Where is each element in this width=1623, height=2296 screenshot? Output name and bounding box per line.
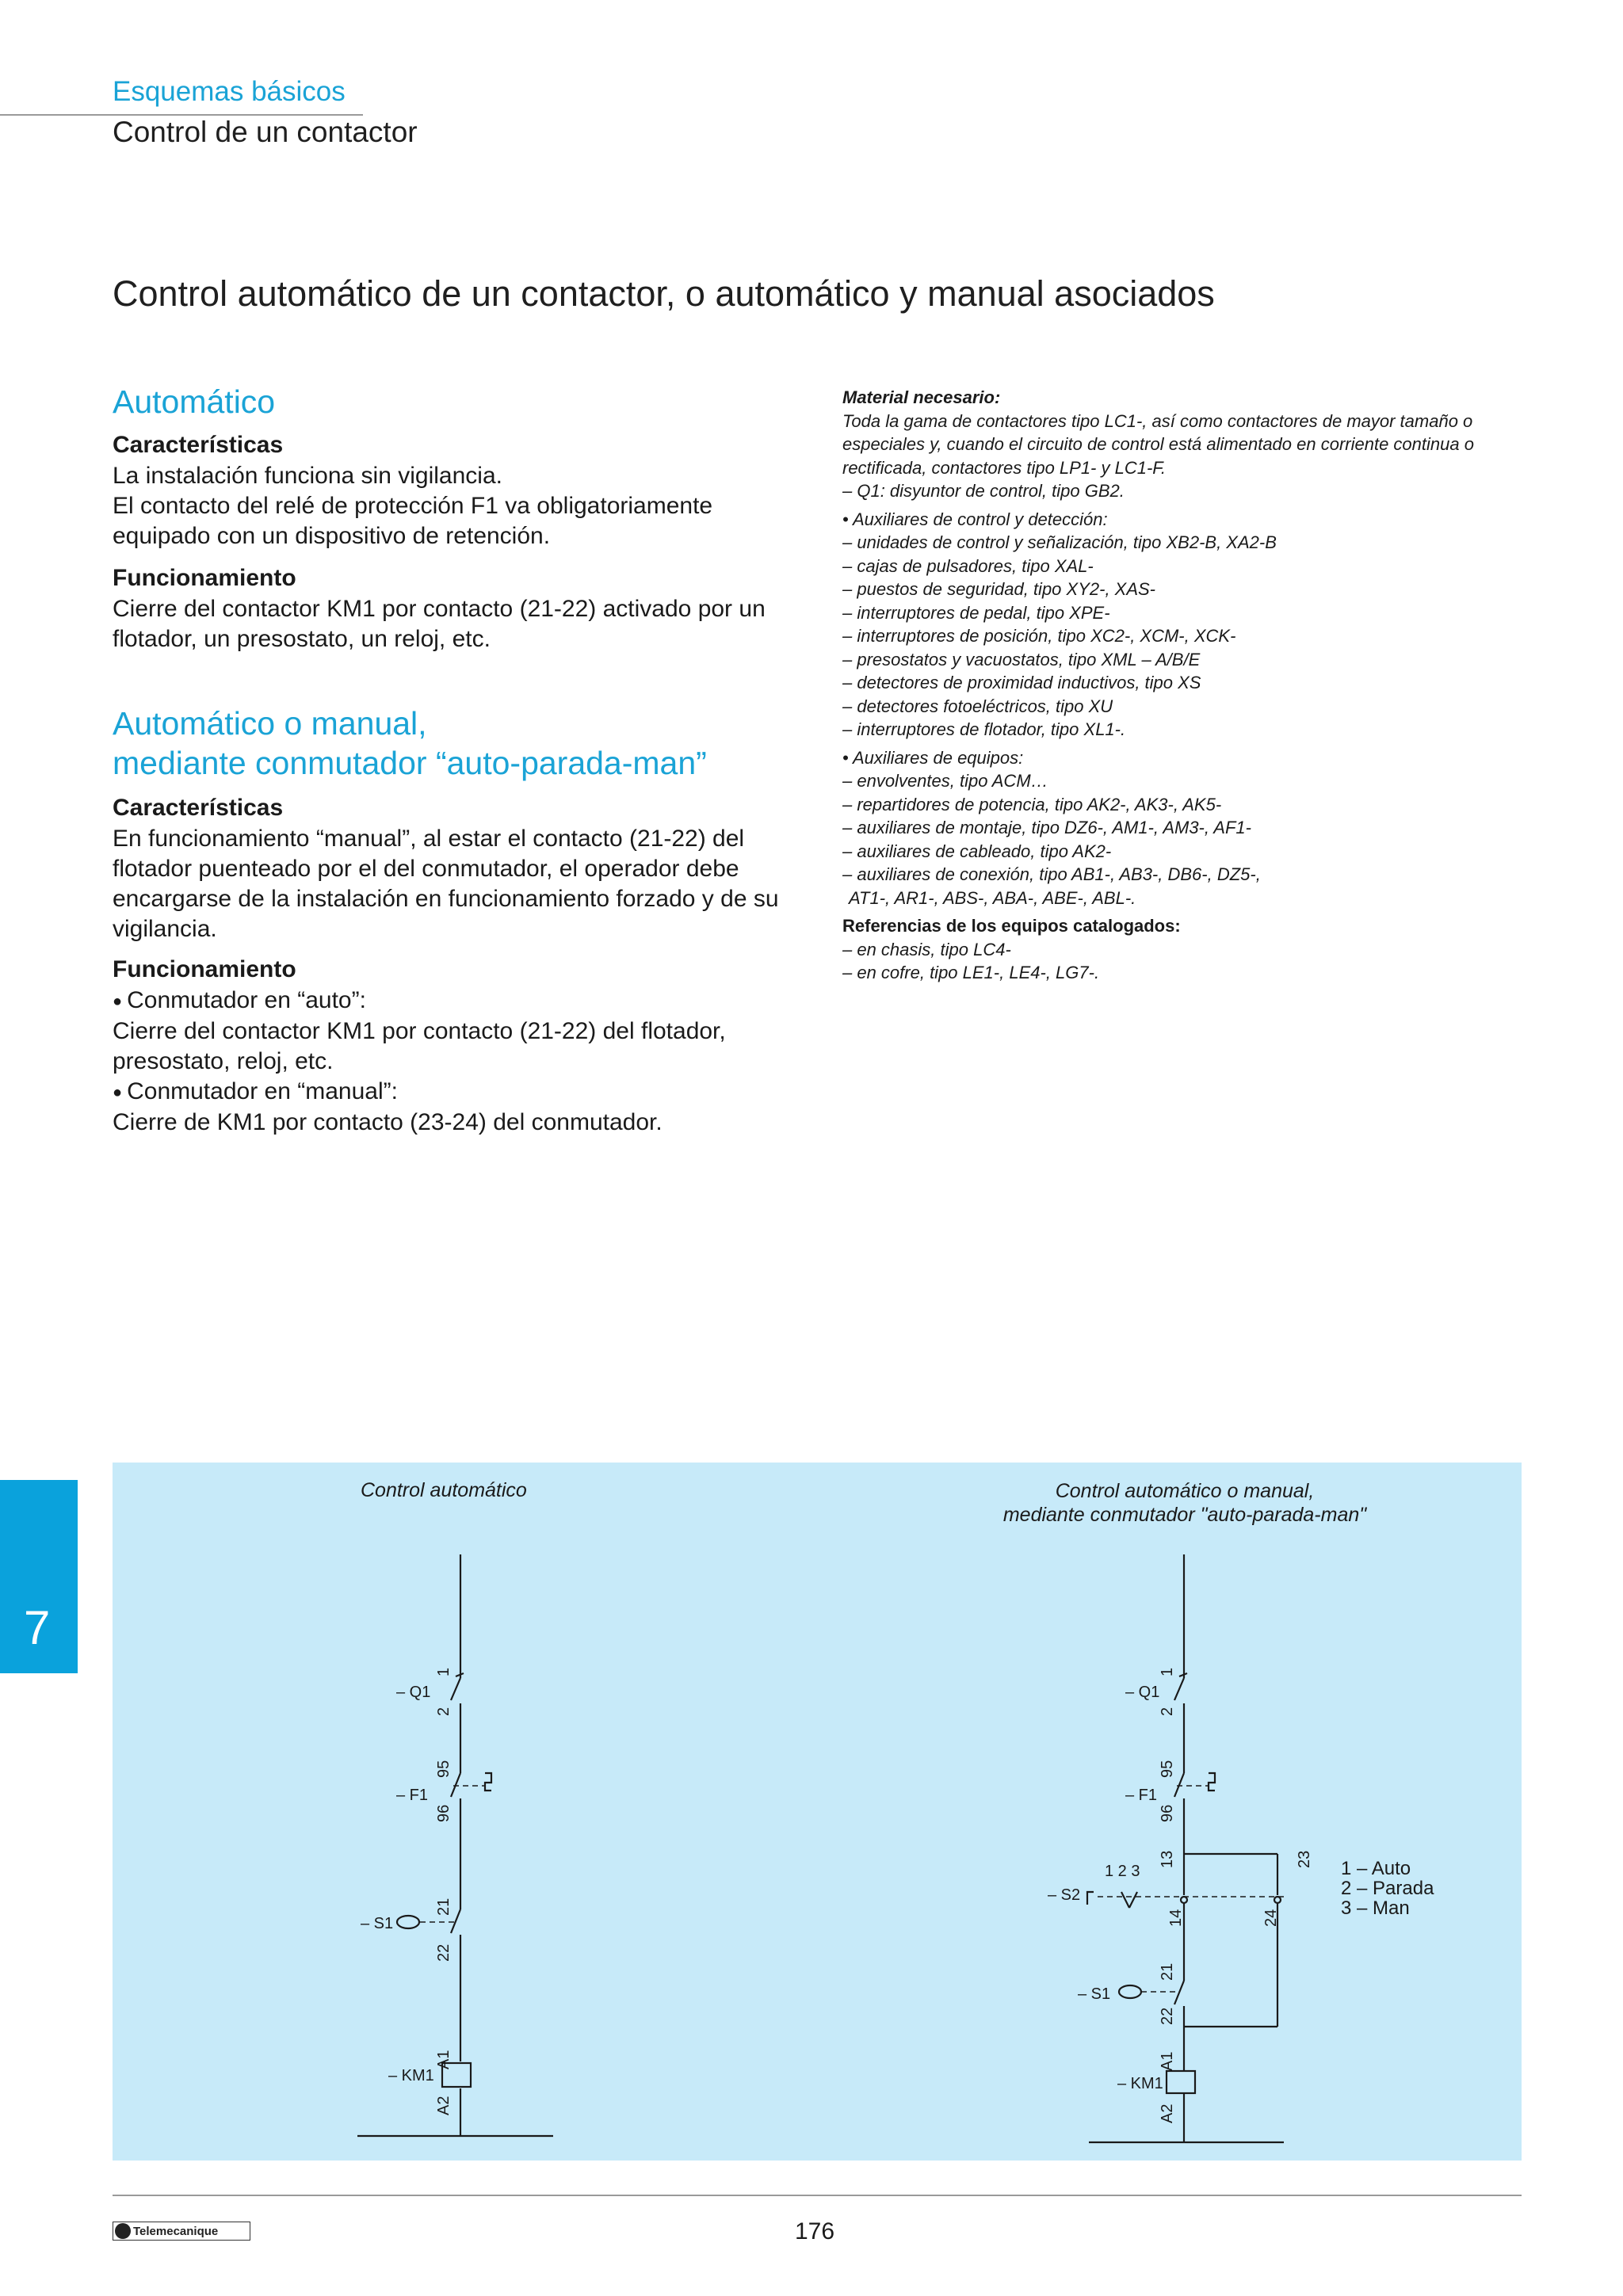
- material-line-2: – Q1: disyuntor de control, tipo GB2.: [842, 481, 1125, 501]
- caption-automatic: Control automático: [361, 1479, 527, 1501]
- label-s1-right: – S1: [1078, 1985, 1111, 2003]
- legend-manual: 3 – Man: [1341, 1897, 1410, 1919]
- terminal-21-right: 21: [1159, 1962, 1176, 1981]
- diagram-automatic-manual: [1087, 1554, 1284, 2142]
- bullet-auto-text: Cierre del contactor KM1 por contacto (21-22) del flotador, presostato, reloj, etc.: [113, 1018, 726, 1074]
- page-number: 176: [795, 2218, 835, 2245]
- auto-characteristics-label: Características: [113, 432, 284, 458]
- label-q1-right: – Q1: [1125, 1684, 1160, 1701]
- reference-line-1: – en chasis, tipo LC4-: [842, 939, 1011, 959]
- manual-heading-line-2: mediante conmutador “auto-parada-man”: [113, 745, 707, 781]
- terminal-21: 21: [435, 1897, 453, 1916]
- label-s2: – S2: [1048, 1886, 1081, 1904]
- terminal-a1-right: A1: [1159, 2051, 1176, 2071]
- legend-auto: 1 – Auto: [1341, 1858, 1411, 1879]
- manual-characteristics-label: Características: [113, 795, 284, 821]
- material-line-1: Toda la gama de contactores tipo LC1-, así como contactores de mayor tamaño o especiales y, cuando el circuito de control está alimentado en corriente continua o rectificada, contactores tipo LP1- y LC1-F.: [842, 410, 1474, 478]
- material-line-3: • Auxiliares de control y detección:: [842, 509, 1108, 529]
- label-f1: – F1: [396, 1787, 429, 1804]
- reference-line-2: – en cofre, tipo LE1-, LE4-, LG7-.: [842, 963, 1100, 982]
- material-line-17: – auxiliares de cableado, tipo AK2-: [842, 841, 1112, 861]
- material-line-5: – cajas de pulsadores, tipo XAL-: [842, 555, 1094, 576]
- terminal-24: 24: [1262, 1909, 1280, 1927]
- terminal-22: 22: [435, 1943, 453, 1962]
- brand-mark-icon: [115, 2223, 131, 2239]
- terminal-1: 1: [435, 1667, 453, 1676]
- auto-operation-label: Funcionamiento: [113, 565, 296, 591]
- material-line-18: – auxiliares de conexión, tipo AB1-, AB3-, DB6-, DZ5-,: [842, 864, 1261, 884]
- terminal-95-right: 95: [1159, 1760, 1176, 1778]
- chapter-number: 7: [24, 1601, 51, 1654]
- auto-operation-text: Cierre del contactor KM1 por contacto (21-22) activado por un flotador, un presostato, un reloj, etc.: [113, 596, 766, 652]
- caption-manual-line-1: Control automático o manual,: [1055, 1480, 1315, 1502]
- material-line-16: – auxiliares de montaje, tipo DZ6-, AM1-, AM3-, AF1-: [842, 818, 1251, 837]
- material-line-12: – interruptores de flotador, tipo XL1-.: [842, 719, 1126, 739]
- switch-positions: 1 2 3: [1105, 1863, 1140, 1880]
- material-line-19: AT1-, AR1-, ABS-, ABA-, ABE-, ABL-.: [849, 887, 1136, 908]
- terminal-1-right: 1: [1159, 1667, 1176, 1676]
- material-line-8: – interruptores de posición, tipo XC2-, XCM-, XCK-: [842, 626, 1236, 646]
- bullet-manual: ● Conmutador en “manual”:: [113, 1077, 790, 1108]
- subsection-title: Control de un contactor: [113, 116, 418, 148]
- terminal-22-right: 22: [1159, 2007, 1176, 2025]
- label-km1: – KM1: [388, 2067, 434, 2084]
- section-title: Esquemas básicos: [113, 76, 346, 107]
- legend-stop: 2 – Parada: [1341, 1878, 1434, 1899]
- terminal-23: 23: [1296, 1850, 1313, 1868]
- material-line-9: – presostatos y vacuostatos, tipo XML – A/B/E: [842, 649, 1201, 669]
- material-line-14: – envolventes, tipo ACM…: [842, 771, 1048, 791]
- page-title: Control automático de un contactor, o automático y manual asociados: [113, 273, 1215, 314]
- auto-heading: Automático: [113, 383, 276, 420]
- manual-heading-line-1: Automático o manual,: [113, 705, 427, 742]
- brand-name: Telemecanique: [133, 2224, 219, 2238]
- label-f1-right: – F1: [1125, 1787, 1158, 1804]
- footer-divider: [113, 2195, 1522, 2196]
- terminal-13: 13: [1159, 1850, 1176, 1868]
- bullet-manual-text: Cierre de KM1 por contacto (23-24) del conmutador.: [113, 1109, 663, 1135]
- caption-manual-line-2: mediante conmutador "auto-parada-man": [1002, 1504, 1367, 1526]
- auto-characteristics-text-1: La instalación funciona sin vigilancia.: [113, 463, 502, 489]
- material-line-11: – detectores fotoeléctricos, tipo XU: [842, 696, 1113, 716]
- material-label: Material necesario:: [842, 387, 1001, 407]
- auto-characteristics-text-2: El contacto del relé de protección F1 va obligatoriamente equipado con un dispositivo de retención.: [113, 493, 713, 549]
- material-line-7: – interruptores de pedal, tipo XPE-: [842, 602, 1110, 623]
- terminal-96-right: 96: [1159, 1804, 1176, 1822]
- manual-operation-label: Funcionamiento: [113, 956, 296, 982]
- terminal-2-right: 2: [1159, 1707, 1176, 1716]
- terminal-a1: A1: [435, 2050, 453, 2069]
- material-line-4: – unidades de control y señalización, tipo XB2-B, XA2-B: [842, 532, 1277, 552]
- label-km1-right: – KM1: [1117, 2075, 1163, 2092]
- terminal-14: 14: [1167, 1909, 1185, 1927]
- terminal-a2-right: A2: [1159, 2103, 1176, 2123]
- brand-logo: [113, 2222, 250, 2241]
- manual-characteristics-text: En funcionamiento “manual”, al estar el contacto (21-22) del flotador puenteado por el del conmutador, el operador debe encargarse de la instalación en funcionamiento forzado y de su vigilancia.: [113, 826, 779, 942]
- material-line-10: – detectores de proximidad inductivos, tipo XS: [842, 673, 1201, 692]
- label-s1: – S1: [361, 1915, 394, 1932]
- references-label: Referencias de los equipos catalogados:: [842, 916, 1181, 936]
- bullet-auto: ● Conmutador en “auto”:: [113, 986, 790, 1016]
- material-line-13: • Auxiliares de equipos:: [842, 747, 1024, 768]
- material-line-6: – puestos de seguridad, tipo XY2-, XAS-: [842, 579, 1156, 599]
- label-q1: – Q1: [396, 1684, 431, 1701]
- terminal-95: 95: [435, 1760, 453, 1778]
- material-line-15: – repartidores de potencia, tipo AK2-, AK3-, AK5-: [842, 794, 1222, 814]
- terminal-2: 2: [435, 1707, 453, 1716]
- terminal-96: 96: [435, 1804, 453, 1822]
- diagram-automatic: [357, 1554, 553, 2136]
- terminal-a2: A2: [435, 2096, 453, 2115]
